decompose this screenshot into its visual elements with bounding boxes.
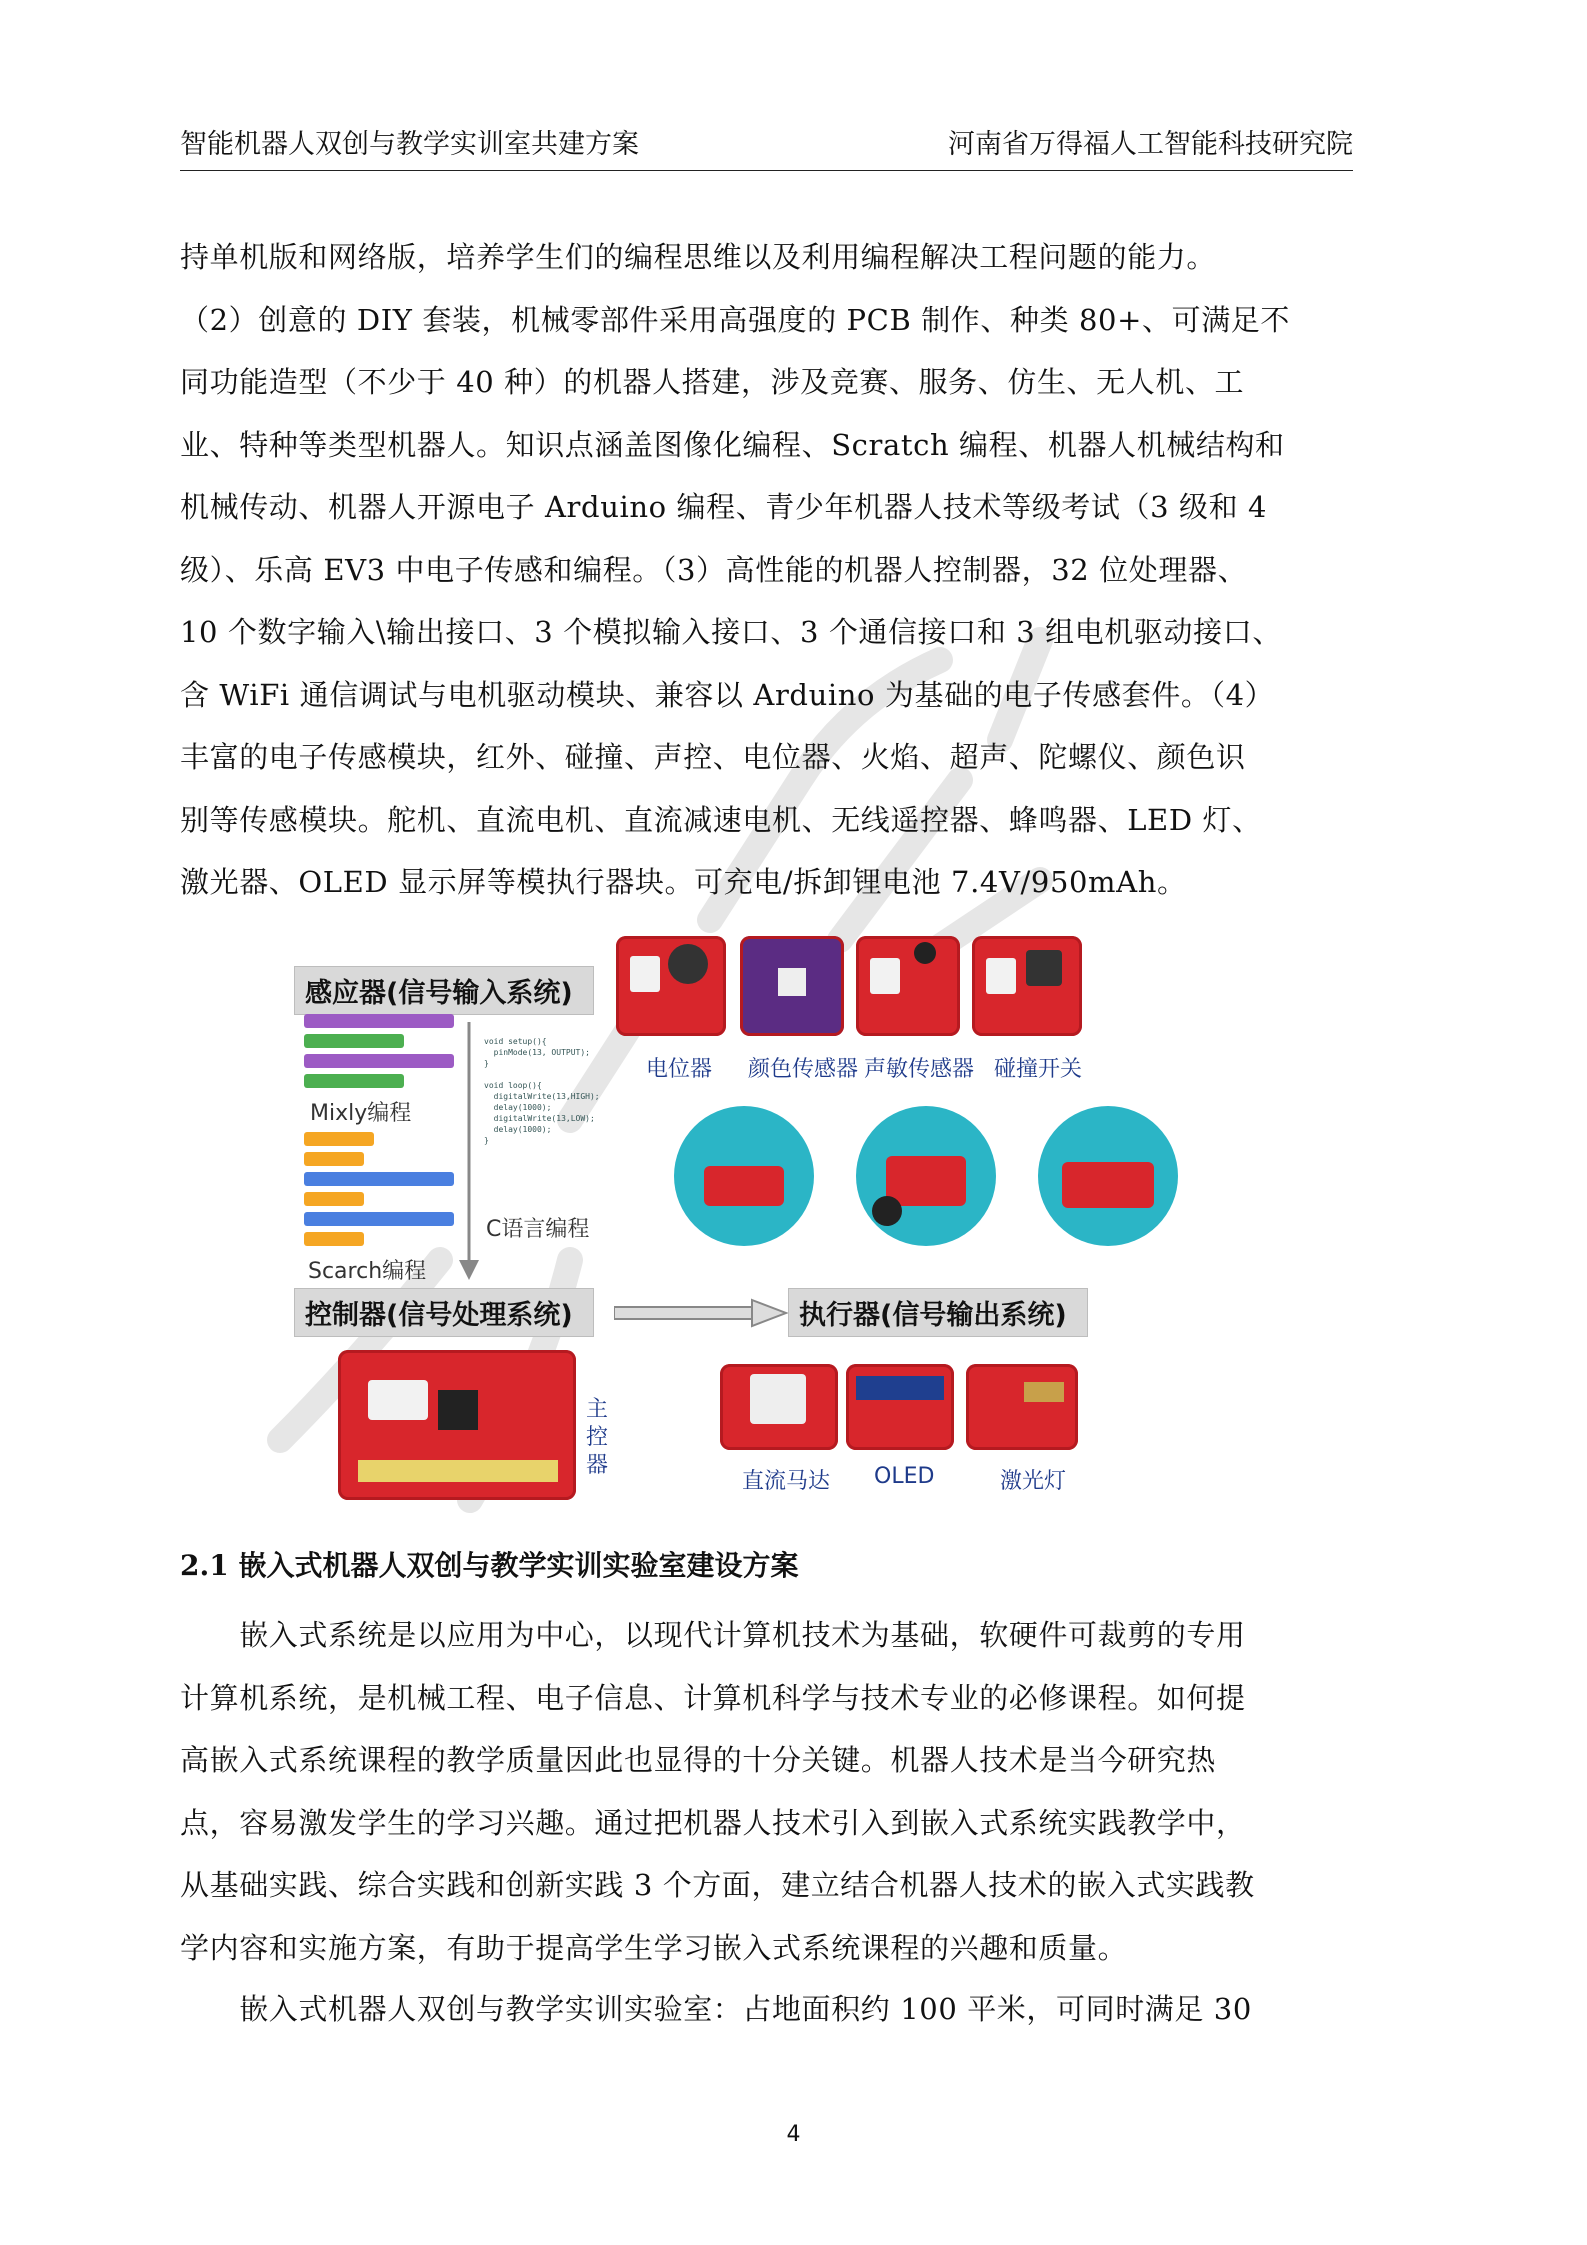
sensor-title: 感应器(信号输入系统) (294, 966, 594, 1015)
header-rule (180, 170, 1353, 171)
mixly-blocks (304, 1014, 464, 1094)
text-line: 从基础实践、综合实践和创新实践 3 个方面，建立结合机器人技术的嵌入式实践教 (180, 1868, 1255, 1902)
actuator-caption: OLED (874, 1464, 935, 1489)
color-sensor-board (740, 936, 844, 1036)
actuator-title: 执行器(信号输出系统) (788, 1288, 1088, 1337)
text-line: 10 个数字输入\输出接口、3 个模拟输入接口、3 个通信接口和 3 组电机驱动接口、 (180, 615, 1282, 649)
section-heading: 2.1 嵌入式机器人双创与教学实训实验室建设方案 (180, 1549, 799, 1582)
text-line: 计算机系统，是机械工程、电子信息、计算机科学与技术专业的必修课程。如何提 (180, 1680, 1246, 1715)
oled-board (846, 1364, 954, 1450)
text-line: 丰富的电子传感模块，红外、碰撞、声控、电位器、火焰、超声、陀螺仪、颜色识 (180, 740, 1246, 774)
scratch-blocks (304, 1132, 454, 1252)
text-line: 级）、乐高 EV3 中电子传感和编程。（3）高性能的机器人控制器，32 位处理器、 (180, 552, 1248, 587)
sensor-caption: 电位器 (646, 1057, 713, 1082)
sensor-caption: 颜色传感器 (748, 1057, 859, 1082)
robot-photo (674, 1106, 814, 1246)
header-right-org: 河南省万得福人工智能科技研究院 (948, 129, 1353, 160)
actuator-caption: 激光灯 (1000, 1469, 1067, 1494)
robot-system-figure (294, 936, 1214, 1516)
laser-board (966, 1364, 1078, 1450)
robot-photo (856, 1106, 996, 1246)
text-line: 点，容易激发学生的学习兴趣。通过把机器人技术引入到嵌入式系统实践教学中， (180, 1805, 1246, 1840)
page-header (180, 122, 1353, 162)
text-line: 业、特种等类型机器人。知识点涵盖图像化编程、Scratch 编程、机器人机械结构和 (180, 427, 1285, 462)
text-line: 嵌入式机器人双创与教学实训实验室：占地面积约 100 平米，可同时满足 30 (180, 1992, 1252, 2026)
text-line: （2）创意的 DIY 套装，机械零部件采用高强度的 PCB 制作、种类 80+、可满足不 (180, 302, 1291, 337)
text-line: 别等传感模块。舵机、直流电机、直流减速电机、无线遥控器、蜂鸣器、LED 灯、 (180, 802, 1262, 837)
actuator-caption: 直流马达 (742, 1469, 831, 1494)
paragraph-2 (180, 1604, 1353, 1979)
mixly-label: Mixly编程 (310, 1101, 412, 1126)
text-line: 同功能造型（不少于 40 种）的机器人搭建，涉及竞赛、服务、仿生、无人机、工 (180, 365, 1245, 399)
text-line: 机械传动、机器人开源电子 Arduino 编程、青少年机器人技术等级考试（3 级和 4 (180, 490, 1268, 524)
down-arrow-icon (454, 1022, 484, 1282)
dc-motor-board (720, 1364, 838, 1450)
text-line: 含 WiFi 通信调试与电机驱动模块、兼容以 Arduino 为基础的电子传感套件。（4） (180, 677, 1275, 712)
text-line: 学内容和实施方案，有助于提高学生学习嵌入式系统课程的兴趣和质量。 (180, 1930, 1128, 1965)
text-line: 持单机版和网络版，培养学生们的编程思维以及利用编程解决工程问题的能力。 (180, 240, 1217, 274)
paragraph-1 (180, 226, 1353, 914)
main-controller-board (338, 1350, 576, 1500)
text-line: 高嵌入式系统课程的教学质量因此也显得的十分关键。机器人技术是当今研究热 (180, 1743, 1217, 1777)
sensor-caption: 碰撞开关 (994, 1057, 1083, 1082)
collision-switch-board (972, 936, 1082, 1036)
paragraph-3 (180, 1978, 1353, 2041)
scratch-label: Scarch编程 (308, 1259, 427, 1284)
right-arrow-icon (614, 1298, 794, 1328)
text-line: 激光器、OLED 显示屏等模执行器块。可充电/拆卸锂电池 7.4V/950mAh。 (180, 865, 1187, 899)
sound-sensor-board (856, 936, 960, 1036)
main-controller-label: 主 控 器 (586, 1397, 609, 1478)
text-line: 嵌入式系统是以应用为中心，以现代计算机技术为基础，软硬件可裁剪的专用 (180, 1618, 1246, 1652)
c-code-snippet: void setup(){ pinMode(13, OUTPUT); } void loop(){ digitalWrite(13,HIGH); delay(1000); digitalWrite(13,LOW); delay(1000); } (484, 1037, 600, 1145)
potentiometer-board (616, 936, 726, 1036)
robot-photo (1038, 1106, 1178, 1246)
page-number: 4 (786, 2122, 801, 2147)
controller-title: 控制器(信号处理系统) (294, 1288, 594, 1337)
sensor-caption: 声敏传感器 (864, 1057, 975, 1082)
header-left-title: 智能机器人双创与教学实训室共建方案 (180, 129, 639, 160)
c-language-label: C语言编程 (486, 1217, 590, 1242)
